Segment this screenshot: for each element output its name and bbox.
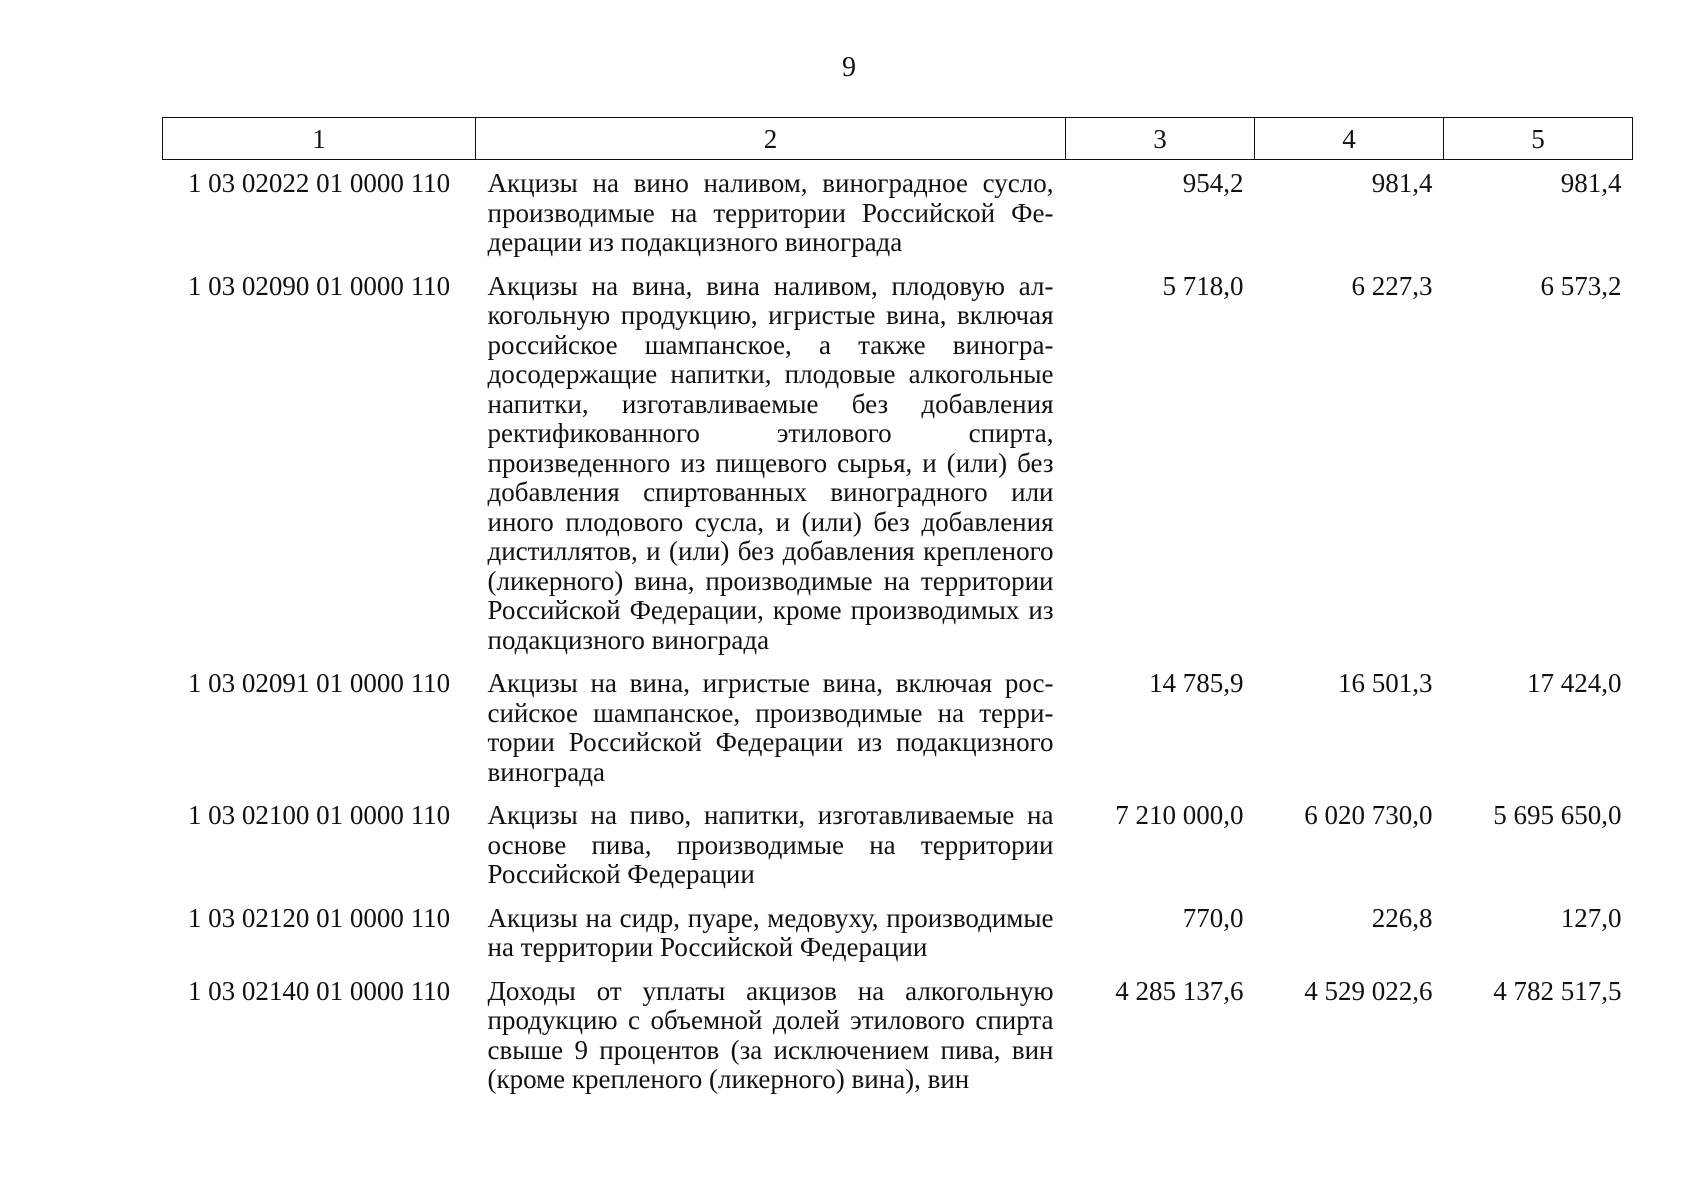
amount-col-4: 981,4 [1371,168,1433,198]
amount-col-3: 954,2 [1182,168,1244,198]
amount-col-4: 16 501,3 [1338,668,1433,698]
budget-code: 1 03 02090 01 0000 110 [187,270,451,301]
amount-col-5: 4 782 517,5 [1493,975,1622,1006]
budget-revenue-table [162,117,1633,1100]
amount-col-4: 4 529 022,6 [1304,975,1433,1006]
column-header-5: 5 [1444,118,1633,160]
budget-code: 1 03 02022 01 0000 110 [187,168,451,198]
amount-col-3: 7 210 000,0 [1115,800,1244,830]
amount-col-5: 5 695 650,0 [1493,800,1622,830]
table-row [163,160,1633,263]
column-header-4: 4 [1255,118,1444,160]
revenue-description: Акцизы на вина, вина наливом, плодовую алкогольную продукцию, игристые вина, включая российское шампанское, а также виноградосодержащие напитки, плодовые алкогольные напитки, изготавливаемые без добавления ректификованного этилового спирта, произведенного из пищевого сырья, и (или) без добавления спиртованных виноградного или иного плодового сусла, и (или) без добавления дистиллятов, и (или) без добавления крепленого (ликерного) вина, производимые на территории Российской Федерации, кроме производимых из подакцизного винограда [487,270,1054,655]
amount-col-5: 6 573,2 [1540,270,1622,301]
budget-code: 1 03 02120 01 0000 110 [187,902,451,933]
page-number: 9 [842,52,856,83]
amount-col-5: 17 424,0 [1527,668,1622,698]
column-header-2: 2 [476,118,1066,160]
amount-col-4: 226,8 [1371,902,1433,933]
amount-col-4: 6 227,3 [1351,270,1433,301]
amount-col-4: 6 020 730,0 [1304,800,1433,830]
column-header-3: 3 [1066,118,1255,160]
revenue-description: Акцизы на вина, игристые вина, включая российское шампанское, производимые на территории Российской Федерации из подакцизного винограда [487,668,1054,787]
amount-col-3: 4 285 137,6 [1115,975,1244,1006]
amount-col-3: 14 785,9 [1149,668,1244,698]
revenue-description: Акцизы на сидр, пуаре, медовуху, производимые на территории Российской Федерации [487,902,1054,962]
budget-code: 1 03 02100 01 0000 110 [187,800,451,830]
column-header-1: 1 [163,118,476,160]
budget-code: 1 03 02140 01 0000 110 [187,975,451,1006]
revenue-description: Доходы от уплаты акцизов на алкогольную продукцию с объемной долей этилового спирта свыше 9 процентов (за исключением пива, вин (кроме крепленого (ликерного) вина), вин [487,975,1054,1094]
amount-col-5: 981,4 [1560,168,1622,198]
revenue-description: Акцизы на пиво, напитки, изготавливаемые на основе пива, производимые на территории Российской Федерации [487,800,1054,889]
amount-col-3: 5 718,0 [1162,270,1244,301]
table-row [163,660,1633,792]
table-row [163,792,1633,895]
column-number-header-row [163,118,1633,160]
table-row [163,968,1633,1100]
amount-col-3: 770,0 [1182,902,1244,933]
budget-code: 1 03 02091 01 0000 110 [187,668,451,698]
amount-col-5: 127,0 [1560,902,1622,933]
table-row [163,895,1633,968]
table-row [163,263,1633,661]
revenue-description: Акцизы на вино наливом, виноградное сусло, производимые на территории Российской Федерации из подакцизного винограда [487,168,1054,257]
